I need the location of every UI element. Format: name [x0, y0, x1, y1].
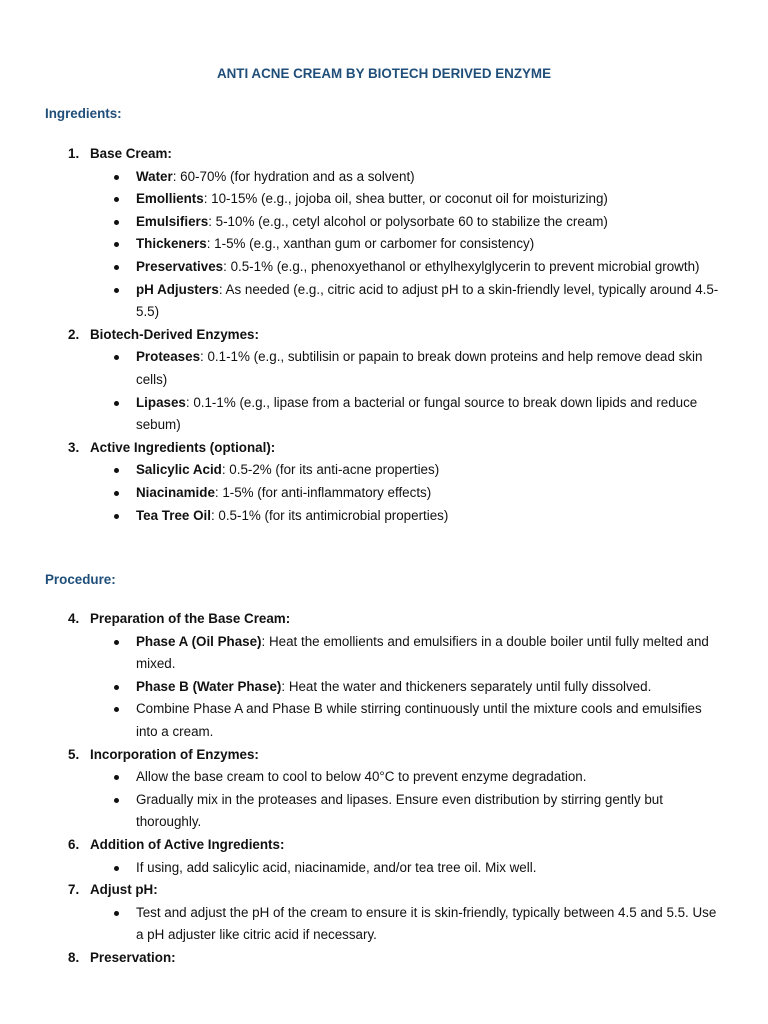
bullet-dot-icon [114, 355, 119, 360]
bullet-item [0, 188, 726, 211]
numbered-item [0, 143, 730, 166]
bullet-text: : 0.1-1% (e.g., subtilisin or papain to break down proteins and help remove dead skin cells) [136, 349, 703, 387]
item-title: Adjust pH: [90, 882, 158, 898]
bullet-item [0, 346, 726, 391]
bullet-text: Combine Phase A and Phase B while stirring continuously until the mixture cools and emulsifies into a cream. [136, 701, 702, 739]
bullet-dot-icon [114, 707, 119, 712]
procedure-list [0, 608, 768, 970]
bullet-list [0, 766, 768, 834]
bullet-dot-icon [114, 175, 119, 180]
item-number: 6. [68, 836, 80, 852]
bullet-text: Test and adjust the pH of the cream to ensure it is skin-friendly, typically between 4.5 and 5.5. Use a pH adjuster like citric acid if necessary. [136, 904, 717, 943]
bullet-item [0, 857, 726, 880]
item-number: 2. [68, 326, 80, 342]
bullet-text: : 0.5-1% (for its antimicrobial properties) [210, 507, 449, 523]
item-title: Base Cream: [90, 146, 172, 161]
bullet-text: If using, add salicylic acid, niacinamide, and/or tea tree oil. Mix well. [136, 859, 537, 875]
bullet-text: : 0.5-1% (e.g., phenoxyethanol or ethylhexylglycerin to prevent microbial growth) [223, 258, 700, 274]
bullet-text: : 5-10% (e.g., cetyl alcohol or polysorbate 60 to stabilize the cream) [208, 213, 608, 229]
bullet-term: Thickeners [136, 236, 207, 252]
item-title: Incorporation of Enzymes: [90, 746, 259, 762]
item-number: 4. [68, 611, 80, 626]
numbered-item [0, 834, 730, 857]
bullet-item [0, 279, 726, 324]
item-number: 7. [68, 882, 80, 898]
bullet-dot-icon [114, 265, 119, 270]
bullet-item [0, 676, 726, 699]
bullet-dot-icon [114, 798, 119, 803]
bullet-item [0, 482, 726, 505]
bullet-text: : 1-5% (e.g., xanthan gum or carbomer for consistency) [206, 236, 535, 252]
bullet-dot-icon [114, 685, 119, 690]
bullet-term: Preservatives [136, 258, 224, 274]
bullet-dot-icon [114, 468, 119, 473]
bullet-list [0, 346, 768, 436]
bullet-item [0, 392, 726, 437]
bullet-term: Phase A (Oil Phase) [136, 633, 262, 649]
item-number: 5. [68, 746, 80, 762]
bullet-text: Gradually mix in the proteases and lipases. Ensure even distribution by stirring gently but thoroughly. [136, 791, 663, 830]
item-title: Preservation: [90, 949, 176, 965]
bullet-dot-icon [114, 866, 119, 871]
bullet-term: Salicylic Acid [136, 462, 222, 478]
numbered-item [0, 947, 730, 970]
item-number: 3. [68, 439, 80, 455]
bullet-term: Proteases [136, 349, 201, 365]
bullet-text: Allow the base cream to cool to below 40°C to prevent enzyme degradation. [136, 769, 587, 785]
bullet-dot-icon [114, 242, 119, 247]
bullet-term: Emollients [136, 191, 204, 207]
bullet-list [0, 902, 768, 947]
bullet-list [0, 166, 768, 324]
bullet-item [0, 256, 726, 279]
bullet-item [0, 505, 726, 528]
bullet-term: Emulsifiers [136, 213, 209, 229]
bullet-list [0, 459, 768, 527]
item-title: Addition of Active Ingredients: [90, 836, 285, 852]
bullet-item [0, 631, 726, 676]
bullet-item [0, 766, 726, 789]
bullet-dot-icon [114, 220, 119, 225]
bullet-text: : 10-15% (e.g., jojoba oil, shea butter, or coconut oil for moisturizing) [203, 191, 608, 207]
bullet-term: Tea Tree Oil [136, 507, 211, 523]
bullet-text: : 0.5-2% (for its anti-acne properties) [221, 462, 440, 478]
bullet-item [0, 789, 726, 834]
bullet-item [0, 211, 726, 234]
bullet-text: : 0.1-1% (e.g., lipase from a bacterial or fungal source to break down lipids and reduce sebum) [136, 394, 698, 433]
bullet-term: Water [136, 168, 173, 184]
bullet-dot-icon [114, 288, 119, 293]
numbered-item [0, 608, 730, 631]
bullet-dot-icon [114, 911, 119, 916]
numbered-item [0, 879, 730, 902]
numbered-item [0, 437, 730, 460]
bullet-item [0, 698, 726, 743]
bullet-text: : As needed (e.g., citric acid to adjust pH to a skin-friendly level, typically around 4.5-5.5) [136, 281, 719, 320]
numbered-item [0, 324, 730, 347]
bullet-item [0, 233, 726, 256]
item-number: 1. [68, 146, 80, 161]
numbered-item [0, 744, 730, 767]
bullet-list [0, 631, 768, 744]
bullet-dot-icon [114, 514, 119, 519]
item-title: Preparation of the Base Cream: [90, 611, 291, 626]
bullet-item [0, 902, 726, 947]
item-number: 8. [68, 949, 80, 965]
bullet-dot-icon [114, 197, 119, 202]
item-title: Active Ingredients (optional): [90, 439, 276, 455]
bullet-item [0, 459, 726, 482]
bullet-item [0, 166, 726, 189]
item-title: Biotech-Derived Enzymes: [90, 326, 259, 342]
bullet-text: : Heat the water and thickeners separately until fully dissolved. [281, 678, 652, 694]
bullet-term: Phase B (Water Phase) [136, 678, 282, 694]
bullet-term: Lipases [136, 394, 186, 410]
bullet-dot-icon [114, 491, 119, 496]
bullet-dot-icon [114, 775, 119, 780]
ingredients-heading: Ingredients: [45, 106, 122, 121]
bullet-term: pH Adjusters [136, 281, 219, 297]
bullet-term: Niacinamide [136, 484, 215, 500]
procedure-heading: Procedure: [45, 572, 116, 587]
document-title: ANTI ACNE CREAM BY BIOTECH DERIVED ENZYME [216, 66, 552, 81]
bullet-dot-icon [114, 401, 119, 406]
bullet-list [0, 857, 768, 880]
bullet-dot-icon [114, 640, 119, 645]
bullet-text: : 60-70% (for hydration and as a solvent) [172, 168, 415, 184]
bullet-text: : 1-5% (for anti-inflammatory effects) [214, 484, 432, 500]
ingredients-list [0, 143, 768, 527]
bullet-text: : Heat the emollients and emulsifiers in a double boiler until fully melted and mixed. [136, 633, 709, 672]
